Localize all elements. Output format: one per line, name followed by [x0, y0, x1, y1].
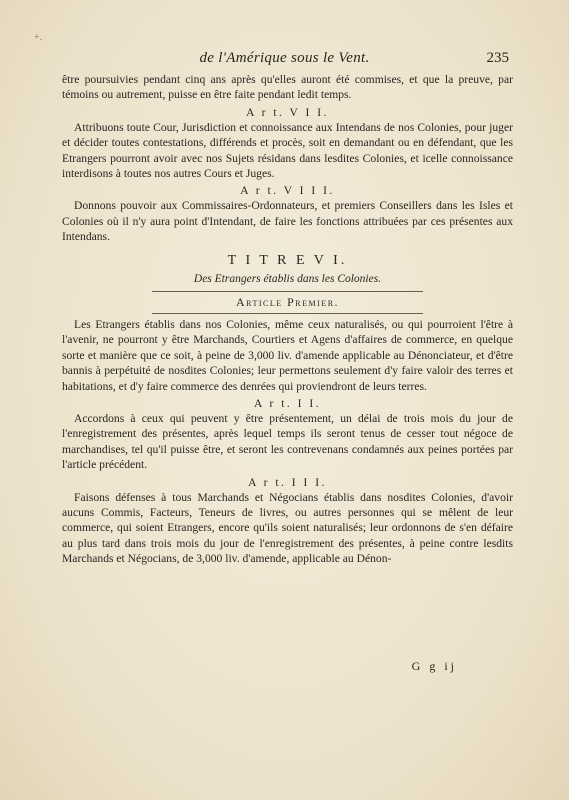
paragraph-article-1: Les Etrangers établis dans nos Colonies, même ceux naturalisés, ou qui pourroient l'être à l'avenir, ne pourront y être Marchands, Courtiers et Agens d'affaires de commerce, en quelque sorte et manière que ce soit, à peine de 3,000 liv. d'amende applicable au Dénonciateur, et d'être bannis à perpétuité de nosdites Colonies; leur permettons seulement d'y faire valoir des terres et habitations, et d'y faire commerce des denrées qui proviendront de leurs terres.: [62, 317, 513, 393]
paragraph-article-7: Attribuons toute Cour, Jurisdiction et connoissance aux Intendans de nos Colonies, pour juger et décider toutes contestations, différends et procès, soit en demandant ou en défendant, que les Etrangers pourront avoir avec nos Sujets résidans dans lesdites Colonies, et icelle connoissance interdisons à toutes nos autres Cours et Juges.: [62, 120, 513, 181]
running-title: de l'Amérique sous le Vent.: [199, 50, 370, 66]
article-heading-2: A r t. I I.: [253, 397, 322, 410]
paragraph-continuation: être poursuivies pendant cinq ans après qu'elles auront été commises, et que la preuve, par témoins ou autrement, puisse en être faite pendant ledit temps.: [62, 73, 513, 102]
article-premier-heading: Article Premier.: [235, 295, 340, 310]
page-header: [60, 50, 509, 70]
paragraph-article-3: Faisons défenses à tous Marchands et Négocians établis dans nosdites Colonies, d'avoir aucuns Commis, Facteurs, Teneurs de livres, ou autres personnes qui se mêlent de leur commerce, qui soient Etrangers, encore qu'ils soient naturalisés; leur ordonnons de s'en défaire au plus tard dans trois mois du jour de l'enregistrement des présentes, à peine contre lesdits Marchands et Négocians, de 3,000 liv. d'amende, applicable au Dénon-: [62, 490, 513, 566]
body-text: [62, 72, 513, 567]
divider: [152, 291, 423, 292]
page-number: 235: [486, 50, 509, 66]
section-subtitle: Des Etrangers établis dans les Colonies.: [193, 273, 382, 286]
paragraph-article-2: Accordons à ceux qui peuvent y être présentement, un délai de trois mois du jour de l'enregistrement des présentes, après lequel temps ils seront tenus de cesser tout négoce de marchandises, tel qu'il puisse être, et seront les contrevenans condamnés aux peines portées par l'article précédent.: [62, 411, 513, 472]
article-heading-7: A r t. V I I.: [246, 106, 329, 119]
margin-mark: +.: [34, 32, 43, 43]
article-heading-3: A r t. I I I.: [248, 476, 327, 489]
article-heading-8: A r t. V I I I.: [240, 185, 335, 198]
divider: [152, 313, 423, 314]
signature-mark: G g ij: [411, 659, 457, 673]
section-title: T I T R E V I.: [227, 252, 348, 268]
paragraph-article-8: Donnons pouvoir aux Commissaires-Ordonnateurs, et premiers Conseillers dans les Isles et Colonies où il n'y aura point d'Intendant, de faire les fonctions attribuées par ces présentes aux Intendans.: [62, 199, 513, 244]
